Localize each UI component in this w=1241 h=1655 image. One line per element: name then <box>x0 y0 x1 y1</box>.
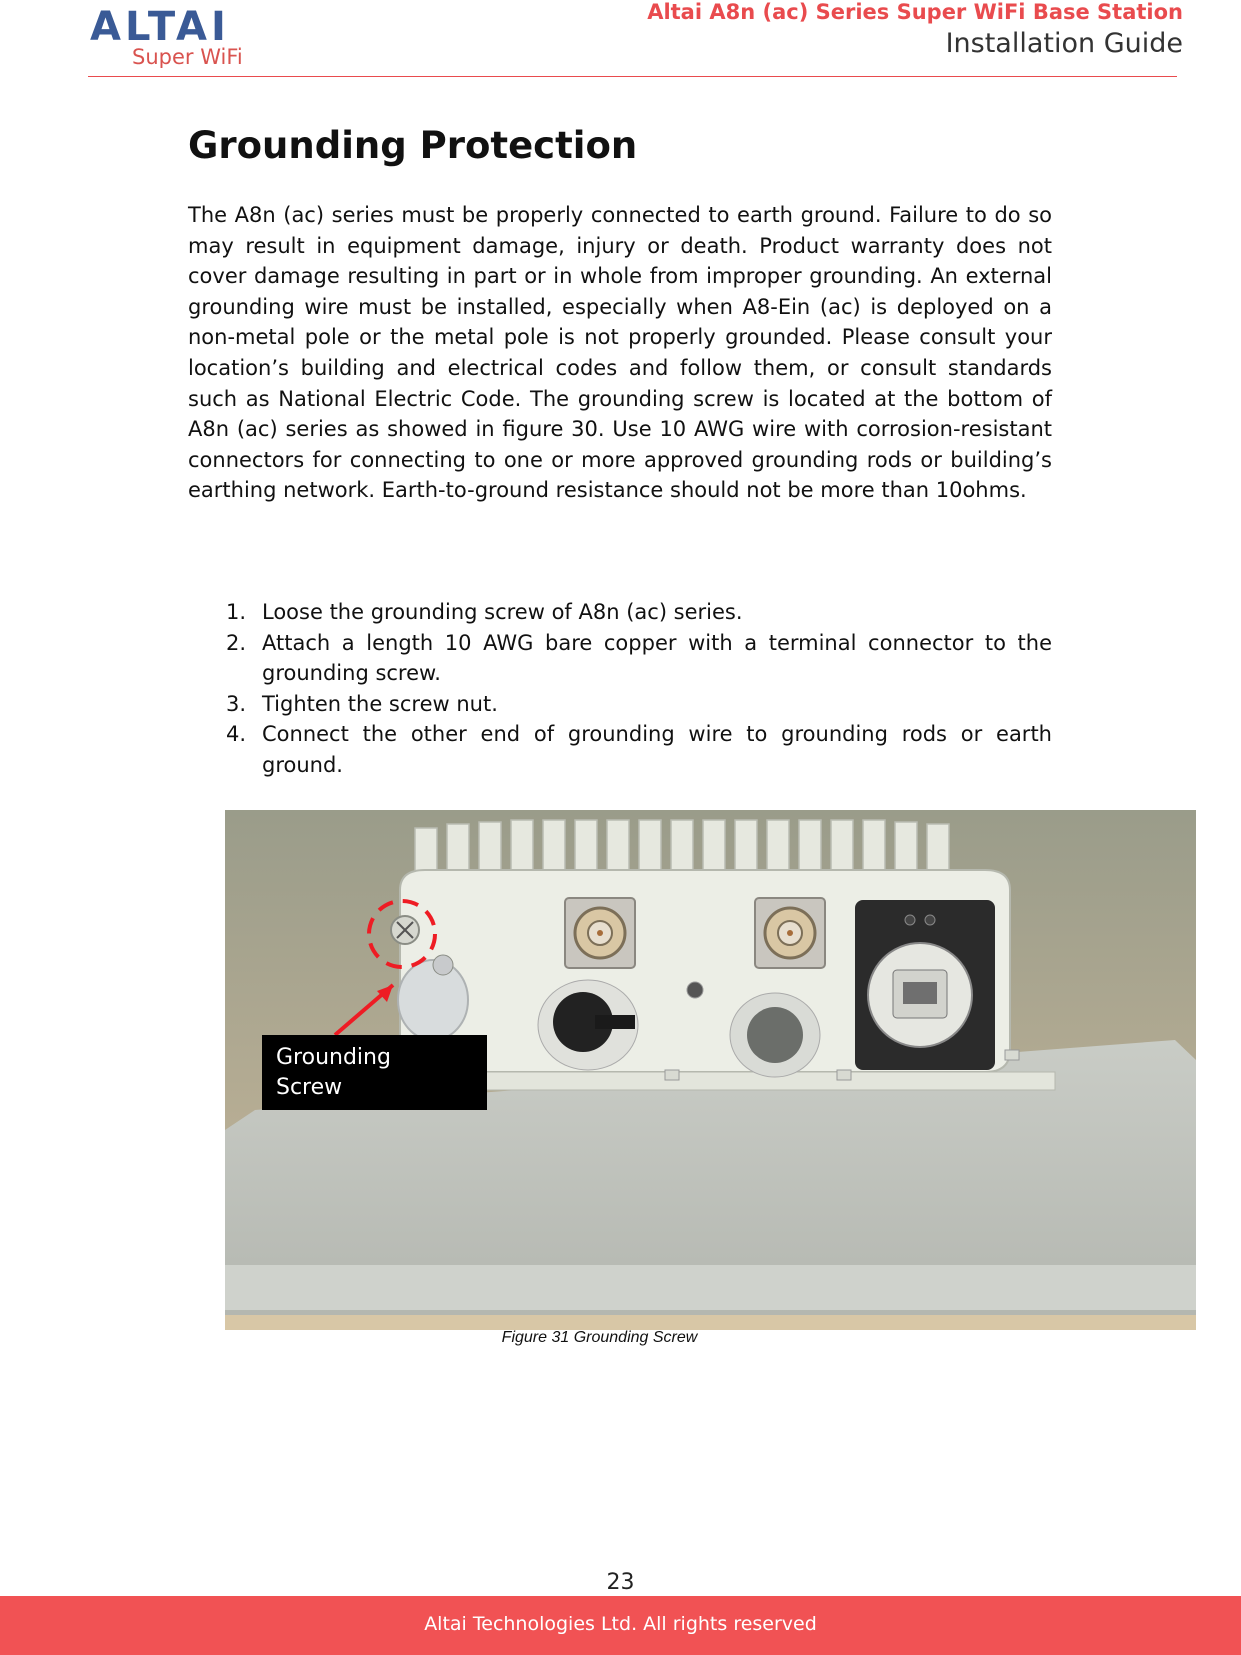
list-item <box>188 719 1052 780</box>
step-text: Attach a length 10 AWG bare copper with a terminal connector to the grounding screw. <box>262 630 1052 686</box>
step-number: 3. <box>226 691 247 716</box>
logo-tagline: Super WiFi <box>132 45 243 68</box>
step-text: Loose the grounding screw of A8n (ac) series. <box>262 600 743 624</box>
footer-bar <box>0 1596 1241 1655</box>
steps-list <box>188 597 1052 781</box>
altai-logo <box>88 6 328 68</box>
section-heading: Grounding Protection <box>188 124 638 167</box>
page-number: 23 <box>606 1570 635 1595</box>
figure-caption-text: Figure 31 Grounding Screw <box>501 1329 698 1346</box>
document-title: Altai A8n (ac) Series Super WiFi Base Station <box>647 0 1183 24</box>
grounding-screw-photo <box>225 810 1196 1330</box>
header-divider <box>88 76 1177 77</box>
step-text: Tighten the screw nut. <box>262 691 498 716</box>
callout-line-1: Grounding <box>276 1045 391 1070</box>
callout-line-2: Screw <box>276 1075 343 1100</box>
step-number: 4. <box>226 722 247 747</box>
document-header <box>647 0 1183 64</box>
document-subtitle: Installation Guide <box>945 28 1183 59</box>
step-number: 2. <box>226 630 247 655</box>
list-item <box>188 597 1052 628</box>
logo-wordmark: ALTAI <box>90 6 230 50</box>
copyright-text: Altai Technologies Ltd. All rights reserved <box>424 1613 817 1635</box>
step-number: 1. <box>226 600 247 624</box>
list-item <box>188 628 1052 689</box>
list-item <box>188 689 1052 720</box>
grounding-screw-callout <box>262 1035 487 1110</box>
step-text: Connect the other end of grounding wire to grounding rods or earth ground. <box>262 722 1052 777</box>
section-paragraph: The A8n (ac) series must be properly connected to earth ground. Failure to do so may result in equipment damage, injury or death. Product warranty does not cover damage resulting in part or in whole from improper grounding. An external grounding wire must be installed, especially when A8-Ein (ac) is deployed on a non-metal pole or the metal pole is not properly grounded. Please consult your location’s building and electrical codes and follow them, or consult standards such as National Electric Code. The grounding screw is located at the bottom of A8n (ac) series as showed in figure 30. Use 10 AWG wire with corrosion-resistant connectors for connecting to one or more approved grounding rods or building’s earthing network. Earth-to-ground resistance should not be more than 10ohms. <box>188 203 1052 503</box>
figure-caption <box>0 1329 1241 1347</box>
